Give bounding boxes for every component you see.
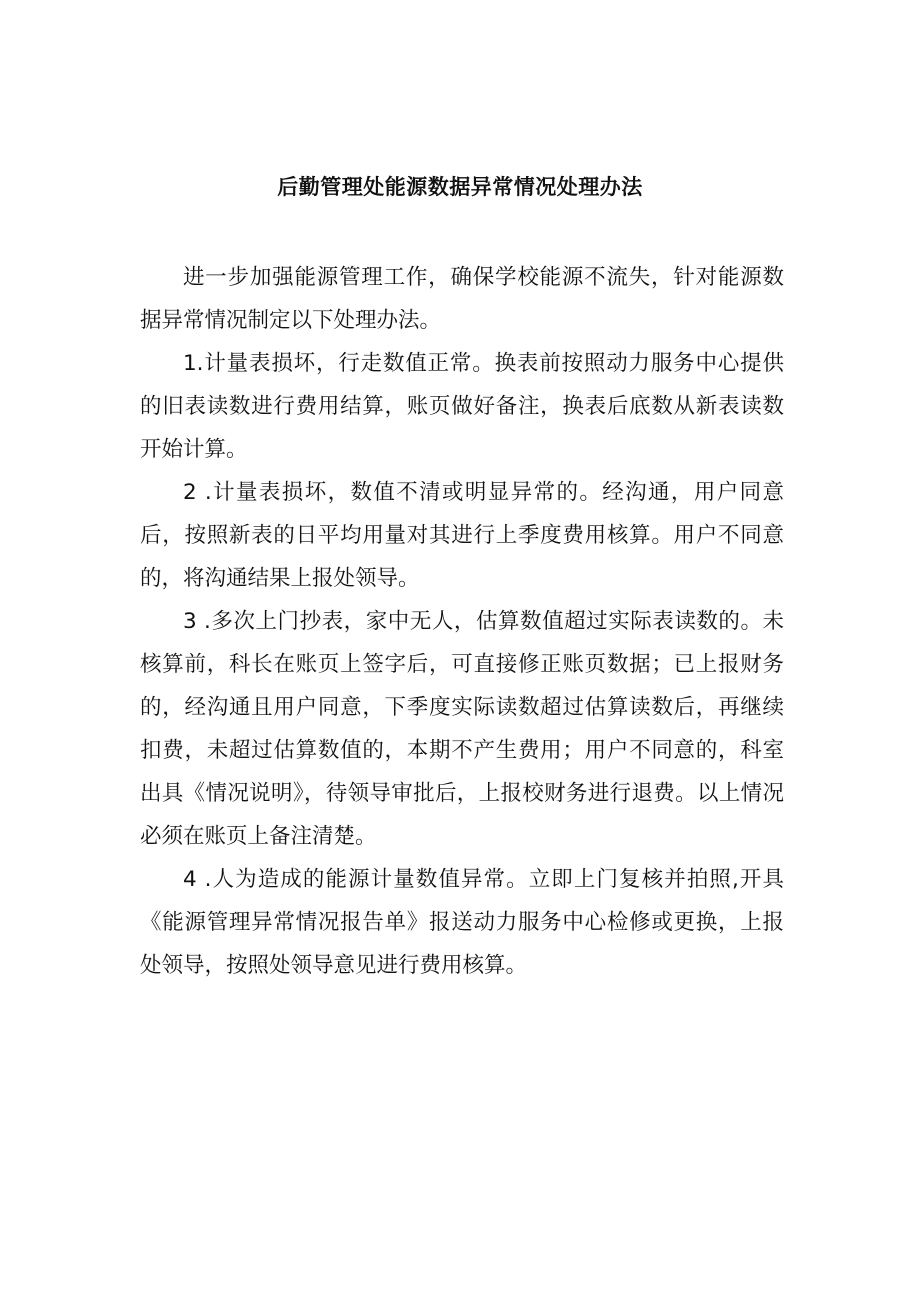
document-title: 后勤管理处能源数据异常情况处理办法 — [277, 175, 643, 199]
intro-paragraph: 进一步加强能源管理工作，确保学校能源不流失，针对能源数据异常情况制定以下处理办法。 — [140, 265, 784, 333]
clause-3-paragraph: 3 .多次上门抄表，家中无人，估算数值超过实际表读数的。未核算前，科长在账页上签字后，可直接修正账页数据；已上报财务的，经沟通且用户同意，下季度实际读数超过估算读数后，再继续扣费，未超过估算数值的，本期不产生费用；用户不同意的，科室出具《情况说明》，待领导审批后，上报校财务进行退费。以上情况必须在账页上备注清楚。 — [140, 609, 784, 849]
clause-4-paragraph: 4 .人为造成的能源计量数值异常。立即上门复核并拍照,开具《能源管理异常情况报告单》报送动力服务中心检修或更换，上报处领导，按照处领导意见进行费用核算。 — [140, 867, 784, 978]
clause-1-paragraph: 1.计量表损坏，行走数值正常。换表前按照动力服务中心提供的旧表读数进行费用结算，账页做好备注，换表后底数从新表读数开始计算。 — [140, 351, 784, 462]
document-body — [140, 256, 784, 987]
clause-2-paragraph: 2 .计量表损坏，数值不清或明显异常的。经沟通，用户同意后，按照新表的日平均用量对其进行上季度费用核算。用户不同意的，将沟通结果上报处领导。 — [140, 480, 784, 591]
